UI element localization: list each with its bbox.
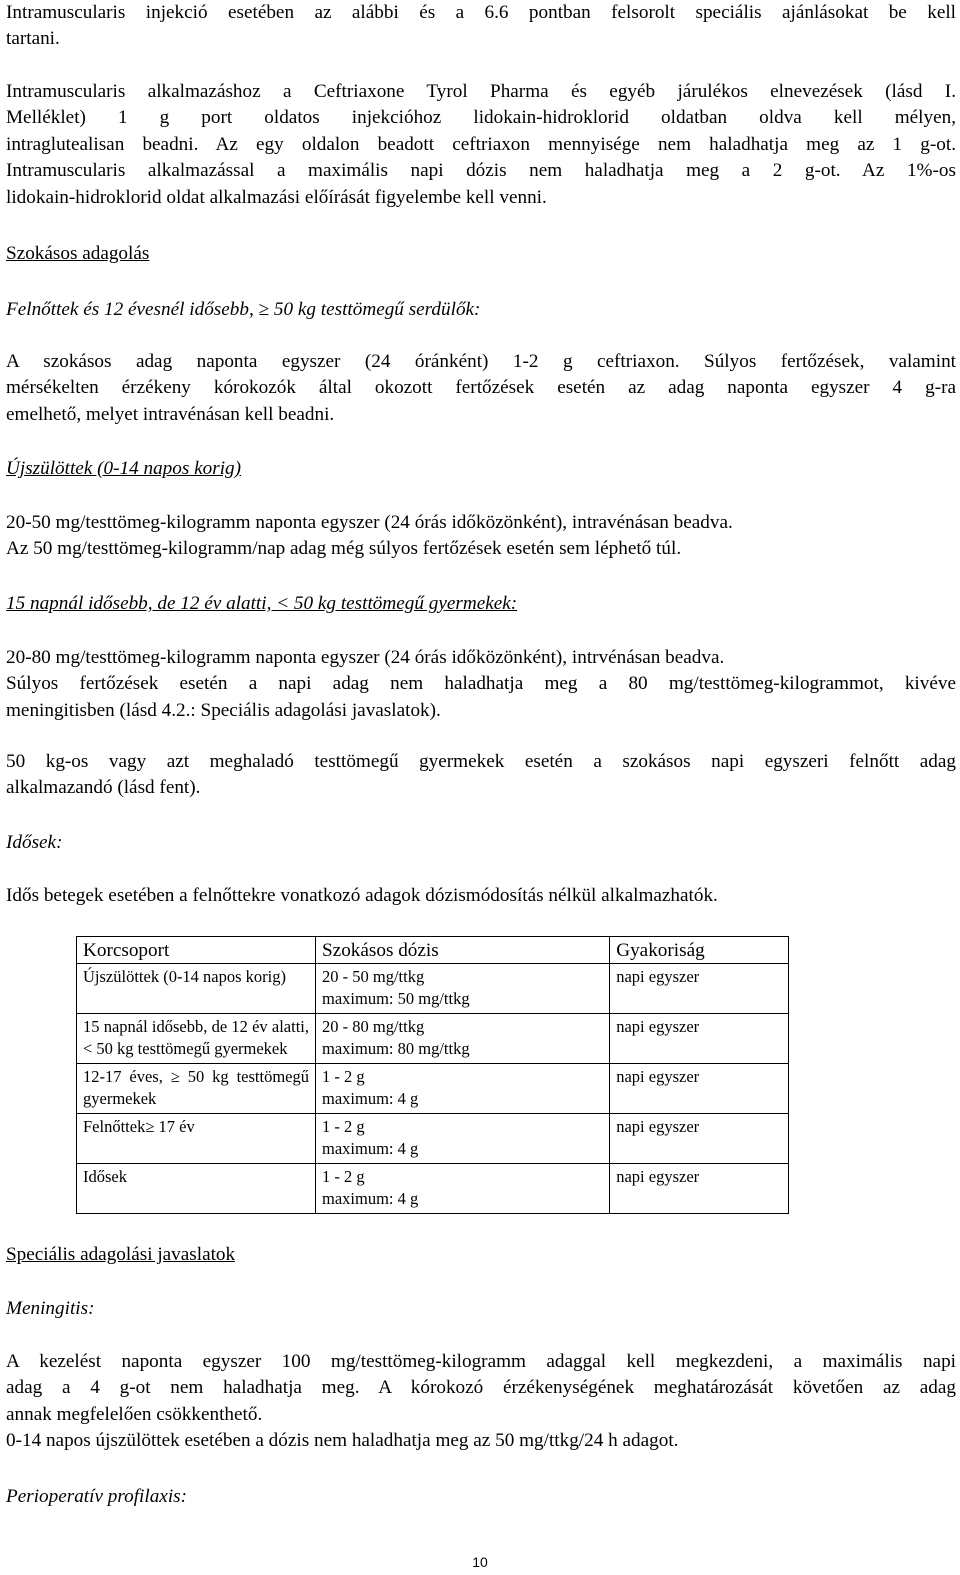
paragraph-adult-dose: A szokásos adag naponta egyszer (24 óránként) 1-2 g ceftriaxon. Súlyos fertőzések, valamint mérsékelten érzékeny kórokozók által okozott fertőzések esetén az adag naponta egyszer 4 g-ra emelhető, melyet intravénásan kell beadni. bbox=[6, 351, 956, 425]
frequency-cell: napi egyszer bbox=[610, 964, 789, 1014]
heading-meningitis: Meningitis: bbox=[6, 1298, 95, 1319]
table-row bbox=[77, 1164, 789, 1214]
paragraph-im-administration: Intramuscularis alkalmazáshoz a Ceftriaxone Tyrol Pharma és egyéb járulékos elnevezések (lásd I. Melléklet) 1 g port oldatos injekcióhoz lidokain-hidroklorid oldatban oldva kell mélyen, intraglutealisan beadni. Az egy oldalon beadott ceftriaxon mennyisége nem haladhatja meg az 1 g-ot. Intramuscularis alkalmazással a maximális napi dózis nem haladhatja meg a 2 g-ot. Az 1%-os lidokain-hidroklorid oldat alkalmazási előírását figyelembe kell venni. bbox=[6, 81, 956, 208]
dose-cell: 1 - 2 g maximum: 4 g bbox=[316, 1114, 610, 1164]
age-group-cell: Felnőttek≥ 17 év bbox=[77, 1114, 316, 1164]
heading-newborns: Újszülöttek (0-14 napos korig) bbox=[6, 458, 242, 479]
paragraph-newborn-dose: 20-50 mg/testtömeg-kilogramm naponta egyszer (24 órás időközönként), intravénásan beadva. Az 50 mg/testtömeg-kilogramm/nap adag még súlyos fertőzések esetén sem léphető túl. bbox=[6, 512, 733, 560]
heading-adults: Felnőttek és 12 évesnél idősebb, ≥ 50 kg testtömegű serdülők: bbox=[6, 299, 481, 320]
table-row bbox=[77, 1014, 789, 1064]
frequency-cell: napi egyszer bbox=[610, 1014, 789, 1064]
paragraph-meningitis: A kezelést naponta egyszer 100 mg/testtömeg-kilogramm adaggal kell megkezdeni, a maximális napi adag a 4 g-ot nem haladhatja meg. A kórokozó érzékenységének meghatározását követően az adag annak megfelelően csökkenthető. 0-14 napos újszülöttek esetében a dózis nem haladhatja meg az 50 mg/ttkg/24 h adagot. bbox=[6, 1351, 956, 1452]
table-header-row bbox=[77, 937, 789, 964]
dose-cell: 20 - 50 mg/ttkg maximum: 50 mg/ttkg bbox=[316, 964, 610, 1014]
age-group-cell: 12-17 éves, ≥ 50 kg testtömegű gyermekek bbox=[77, 1064, 316, 1114]
heading-children: 15 napnál idősebb, de 12 év alatti, < 50 kg testtömegű gyermekek: bbox=[6, 593, 518, 614]
age-group-cell: Idősek bbox=[77, 1164, 316, 1214]
paragraph-over-50kg: 50 kg-os vagy azt meghaladó testtömegű gyermekek esetén a szokásos napi egyszeri felnőtt adag alkalmazandó (lásd fent). bbox=[6, 751, 956, 799]
age-group-cell: Újszülöttek (0-14 napos korig) bbox=[77, 964, 316, 1014]
column-header: Szokásos dózis bbox=[316, 937, 610, 964]
heading-elderly: Idősek: bbox=[6, 832, 63, 853]
dose-cell: 1 - 2 g maximum: 4 g bbox=[316, 1064, 610, 1114]
column-header: Gyakoriság bbox=[610, 937, 789, 964]
frequency-cell: napi egyszer bbox=[610, 1114, 789, 1164]
dosage-table bbox=[76, 936, 789, 1214]
heading-usual-dosage: Szokásos adagolás bbox=[6, 243, 150, 264]
paragraph-elderly: Idős betegek esetében a felnőttekre vonatkozó adagok dózismódosítás nélkül alkalmazhatók. bbox=[6, 885, 718, 906]
dose-cell: 20 - 80 mg/ttkg maximum: 80 mg/ttkg bbox=[316, 1014, 610, 1064]
heading-special-dosage: Speciális adagolási javaslatok bbox=[6, 1244, 236, 1265]
frequency-cell: napi egyszer bbox=[610, 1164, 789, 1214]
dose-cell: 1 - 2 g maximum: 4 g bbox=[316, 1164, 610, 1214]
table-row bbox=[77, 964, 789, 1014]
frequency-cell: napi egyszer bbox=[610, 1064, 789, 1114]
heading-perioperative: Perioperatív profilaxis: bbox=[6, 1486, 188, 1507]
page-number: 10 bbox=[472, 1554, 488, 1570]
column-header: Korcsoport bbox=[77, 937, 316, 964]
age-group-cell: 15 napnál idősebb, de 12 év alatti, < 50 kg testtömegű gyermekek bbox=[77, 1014, 316, 1064]
paragraph-children-dose: 20-80 mg/testtömeg-kilogramm naponta egyszer (24 órás időközönként), intrvénásan beadva. Súlyos fertőzések esetén a napi adag nem haladhatja meg a 80 mg/testtömeg-kilogrammot, kivéve meningitisben (lásd 4.2.: Speciális adagolási javaslatok). bbox=[6, 647, 956, 721]
paragraph-im-intro: Intramuscularis injekció esetében az alábbi és a 6.6 pontban felsorolt speciális ajánlásokat be kell tartani. bbox=[6, 2, 956, 50]
table-row bbox=[77, 1064, 789, 1114]
table-row bbox=[77, 1114, 789, 1164]
